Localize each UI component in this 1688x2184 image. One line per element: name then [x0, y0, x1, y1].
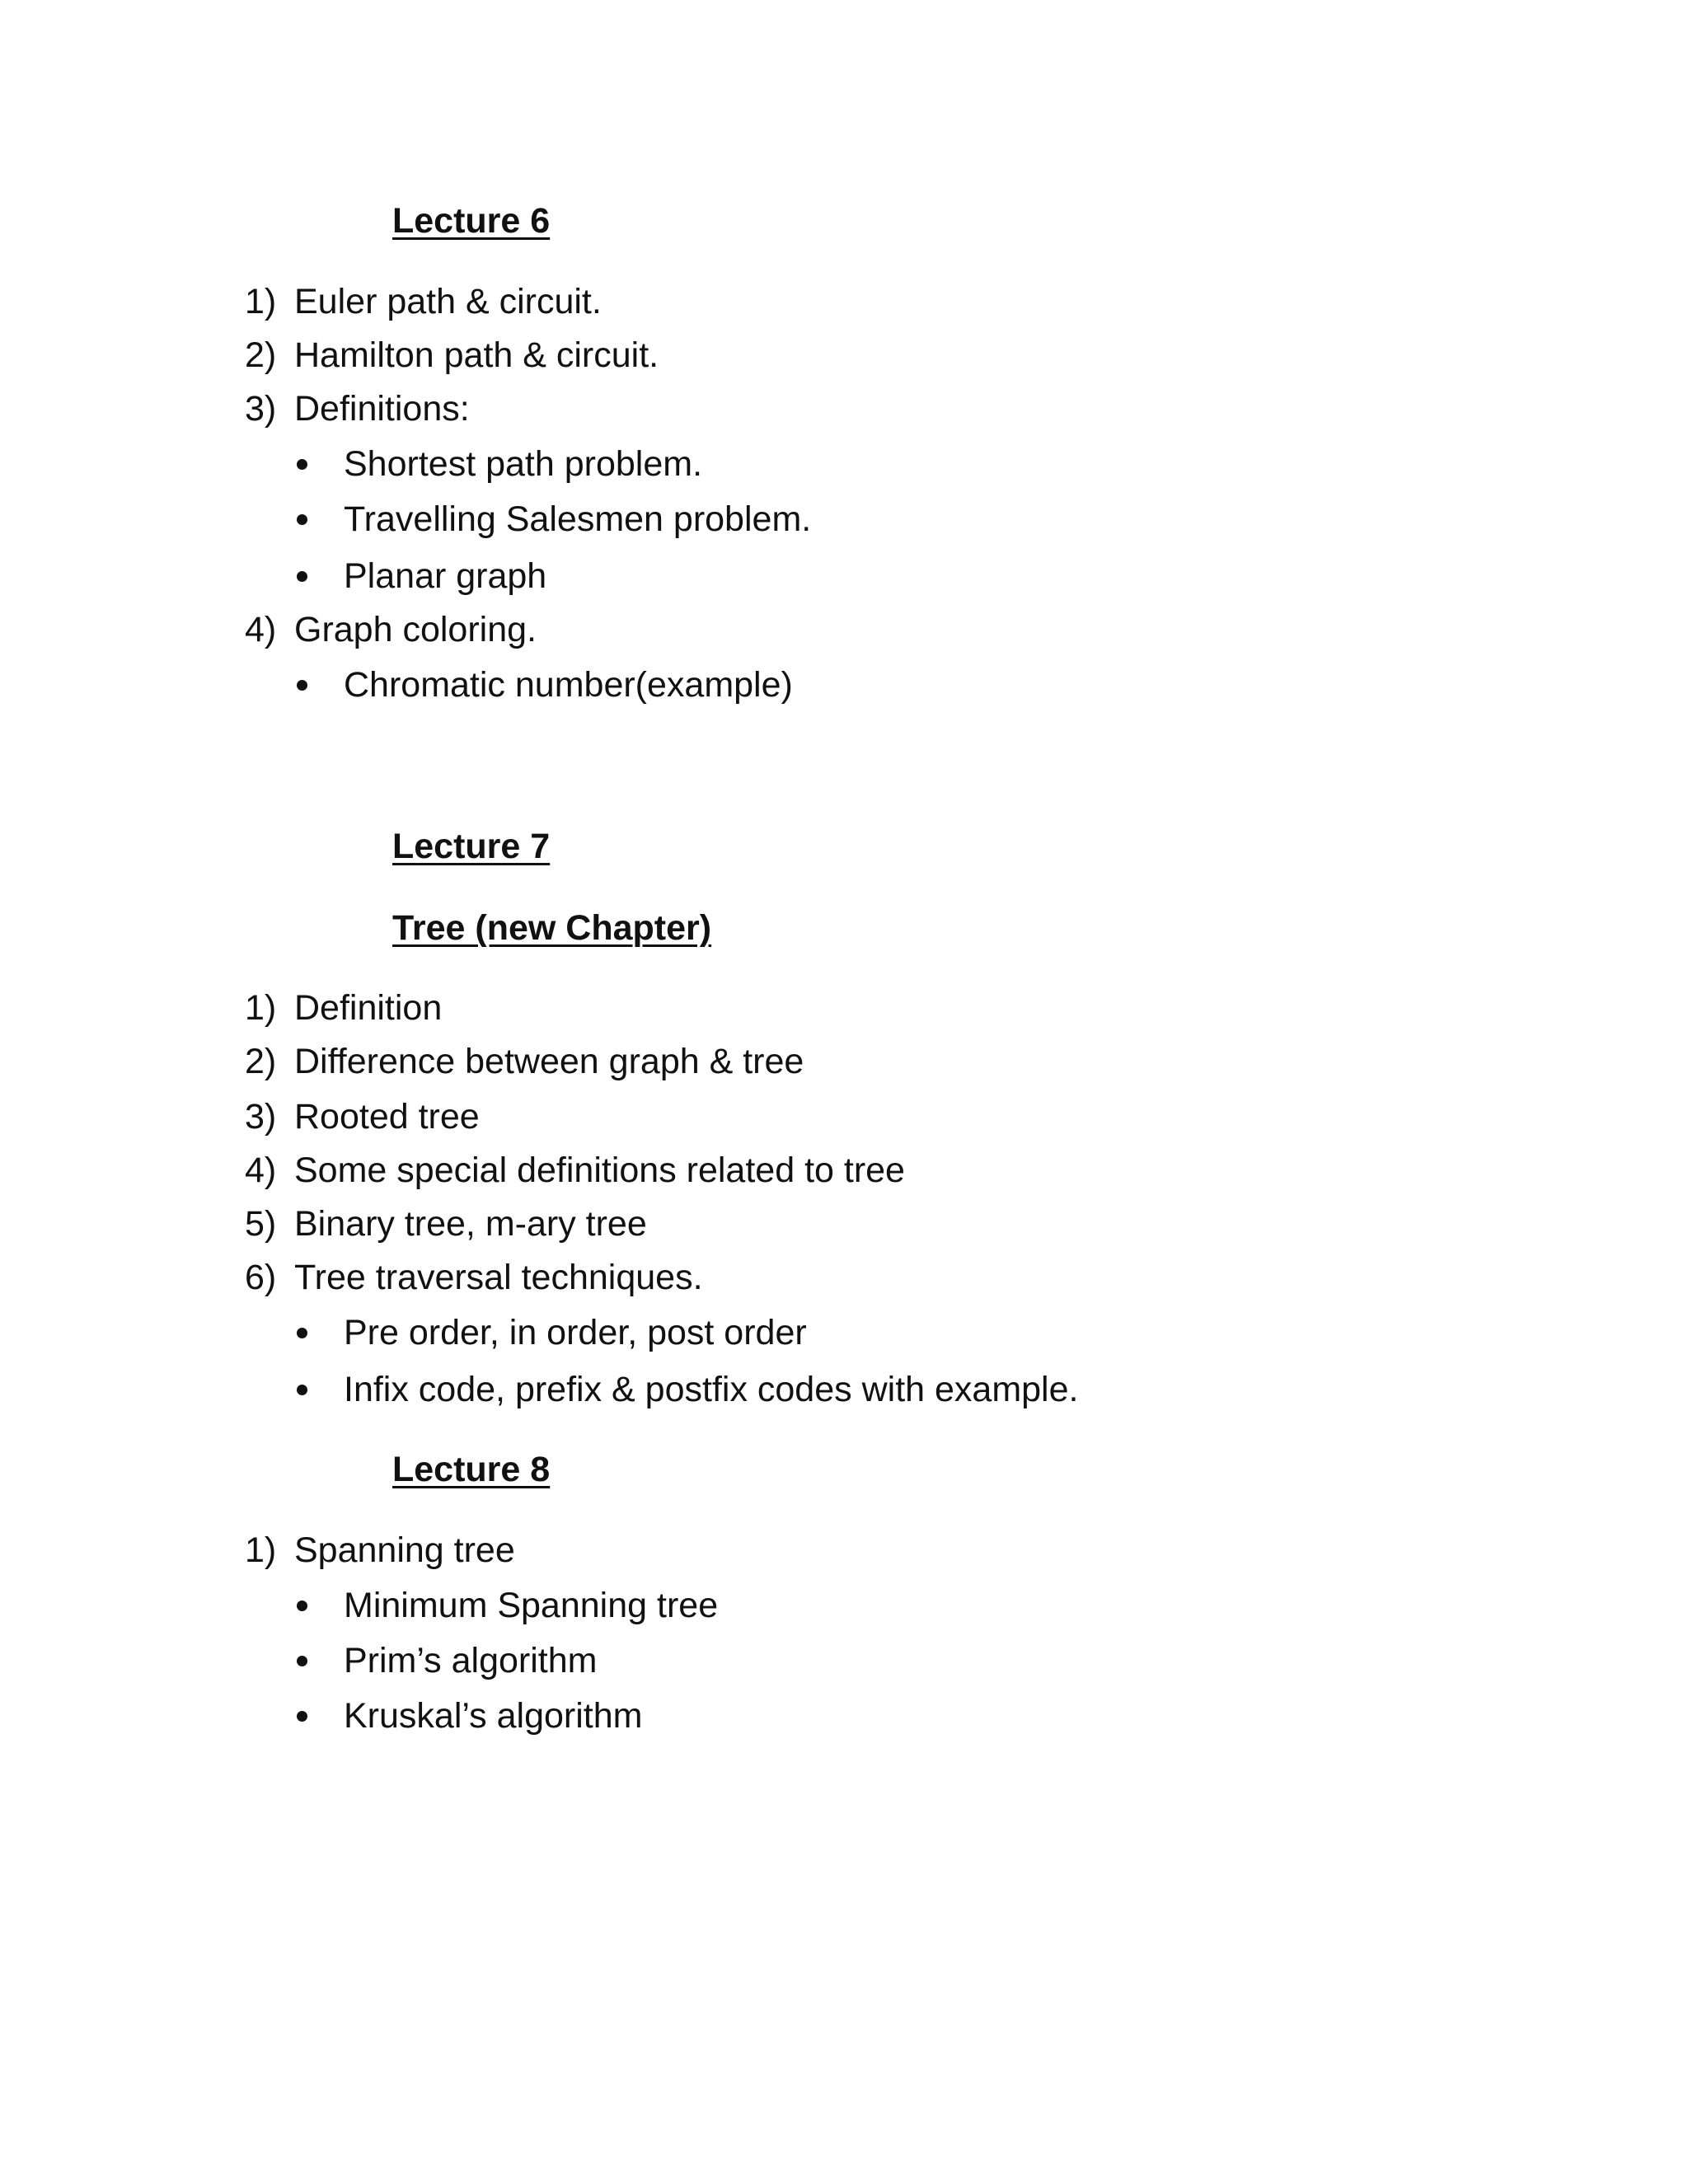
bullet-icon	[297, 1328, 307, 1338]
list-item: Some special definitions related to tree	[294, 1151, 905, 1190]
bullet-item: Chromatic number(example)	[344, 665, 793, 705]
list-item: Euler path & circuit.	[294, 282, 602, 321]
lecture-8-heading: Lecture 8	[392, 1450, 551, 1489]
list-item: Graph coloring.	[294, 610, 537, 649]
bullet-item: Minimum Spanning tree	[344, 1586, 719, 1625]
list-number: 5)	[245, 1204, 277, 1244]
bullet-item: Kruskal’s algorithm	[344, 1696, 643, 1736]
list-item: Hamilton path & circuit.	[294, 335, 659, 375]
bullet-icon	[297, 1385, 307, 1395]
list-item: Difference between graph & tree	[294, 1042, 804, 1081]
list-item: Binary tree, m-ary tree	[294, 1204, 647, 1244]
lecture-6-heading: Lecture 6	[392, 201, 551, 241]
bullet-item: Pre order, in order, post order	[344, 1313, 807, 1352]
bullet-icon	[297, 1711, 307, 1722]
bullet-item: Infix code, prefix & postfix codes with example.	[344, 1370, 1079, 1409]
list-number: 3)	[245, 1097, 277, 1137]
bullet-icon	[297, 459, 307, 470]
bullet-icon	[297, 680, 307, 691]
list-item: Tree traversal techniques.	[294, 1258, 703, 1297]
bullet-icon	[297, 514, 307, 525]
bullet-icon	[297, 571, 307, 582]
lecture-7-heading: Lecture 7	[392, 827, 551, 866]
bullet-item: Prim’s algorithm	[344, 1641, 598, 1680]
list-item: Spanning tree	[294, 1530, 515, 1570]
list-item: Definitions:	[294, 389, 470, 429]
list-number: 1)	[245, 1530, 277, 1570]
list-number: 1)	[245, 282, 277, 321]
list-item: Rooted tree	[294, 1097, 480, 1137]
bullet-item: Shortest path problem.	[344, 444, 703, 484]
bullet-icon	[297, 1656, 307, 1666]
list-number: 2)	[245, 335, 277, 375]
chapter-heading: Tree (new Chapter)	[392, 908, 712, 948]
list-number: 3)	[245, 389, 277, 429]
list-item: Definition	[294, 988, 443, 1028]
bullet-icon	[297, 1601, 307, 1611]
list-number: 4)	[245, 1151, 277, 1190]
list-number: 6)	[245, 1258, 277, 1297]
list-number: 4)	[245, 610, 277, 649]
list-number: 1)	[245, 988, 277, 1028]
bullet-item: Planar graph	[344, 556, 547, 596]
list-number: 2)	[245, 1042, 277, 1081]
bullet-item: Travelling Salesmen problem.	[344, 499, 812, 539]
